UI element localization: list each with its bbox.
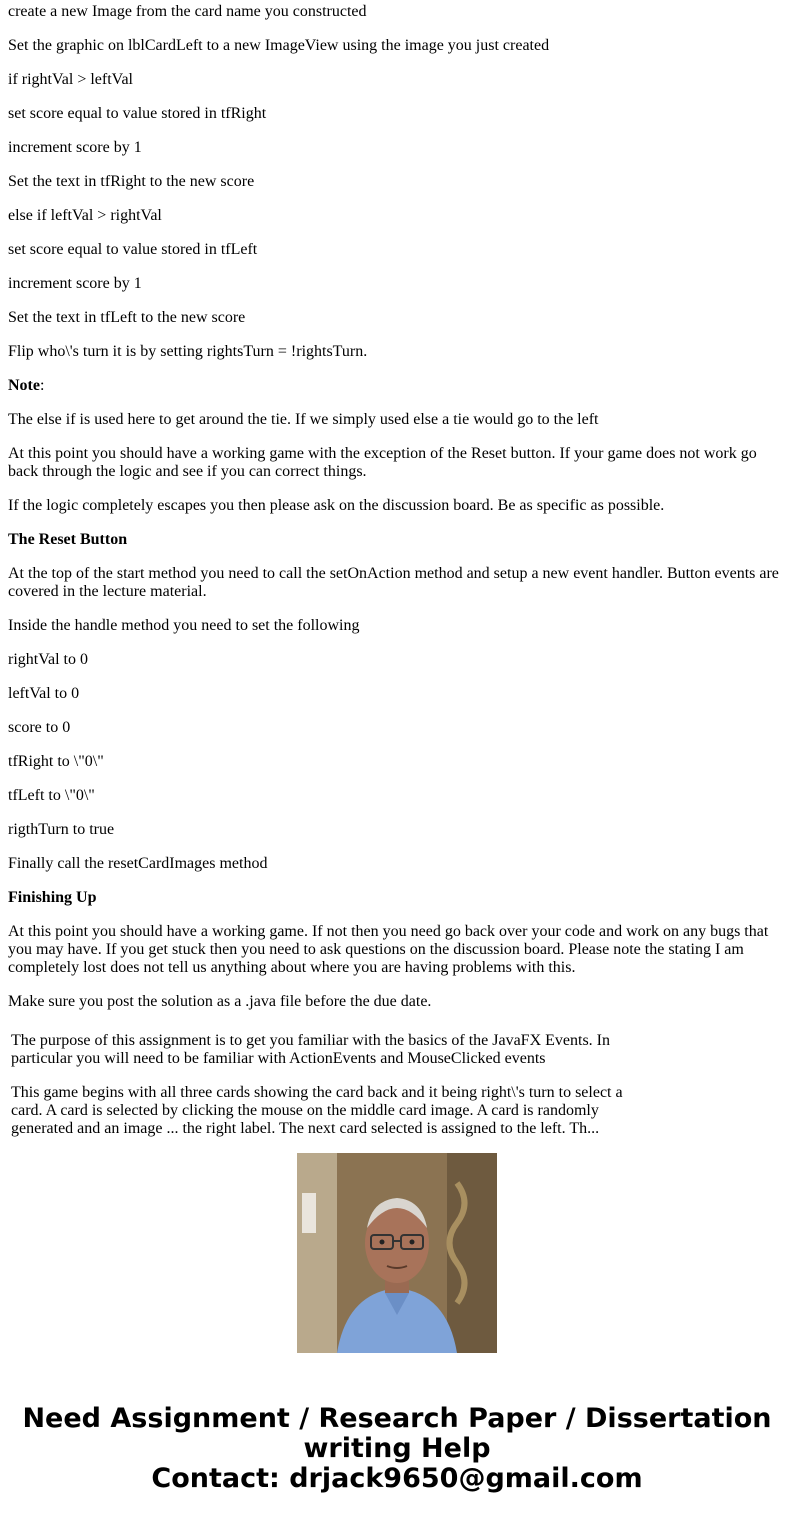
doc-line: leftVal to 0	[8, 685, 80, 702]
doc-line: Make sure you post the solution as a .java file before the due date.	[8, 993, 432, 1010]
doc-line: tfLeft to \"0\"	[8, 787, 95, 804]
doc-line: Flip who\'s turn it is by setting rightsTurn = !rightsTurn.	[8, 343, 368, 360]
doc-line: At this point you should have a working game. If not then you need go back over your code and work on any bugs that you may have. If you get stuck then you need to ask questions on the discussion board. Please note the stating I am completely lost does not tell us anything about where you are having problems with this.	[8, 923, 769, 976]
promo-banner	[0, 1404, 794, 1494]
doc-line: Set the graphic on lblCardLeft to a new ImageView using the image you just created	[8, 37, 550, 54]
note-label: Note	[8, 377, 40, 394]
doc-line: if rightVal > leftVal	[8, 71, 133, 88]
doc-line: Set the text in tfLeft to the new score	[8, 309, 246, 326]
note-line	[8, 377, 784, 395]
note-colon: :	[39, 377, 45, 394]
doc-line: score to 0	[8, 719, 71, 736]
doc-line: The else if is used here to get around the tie. If we simply used else a tie would go to the left	[8, 411, 599, 428]
excerpt-paragraph: The purpose of this assignment is to get you familiar with the basics of the JavaFX Events. In particular you will need to be familiar with ActionEvents and MouseClicked events	[11, 1032, 610, 1067]
doc-line: If the logic completely escapes you then please ask on the discussion board. Be as specific as possible.	[8, 497, 665, 514]
excerpt-paragraph: This game begins with all three cards showing the card back and it being right\'s turn to select a card. A card is selected by clicking the mouse on the middle card image. A card is randomly generated and an image ... the right label. The next card selected is assigned to the left. Th...	[11, 1084, 623, 1137]
doc-line: rightVal to 0	[8, 651, 88, 668]
document-body	[8, 3, 784, 1027]
doc-line: increment score by 1	[8, 275, 142, 292]
doc-line: At the top of the start method you need to call the setOnAction method and setup a new event handler. Button events are covered in the lecture material.	[8, 565, 779, 600]
doc-line: tfRight to \"0\"	[8, 753, 104, 770]
promo-line: Need Assignment / Research Paper / Dissertation	[22, 1403, 772, 1434]
doc-line: Inside the handle method you need to set the following	[8, 617, 360, 634]
doc-line: At this point you should have a working game with the exception of the Reset button. If your game does not work go back through the logic and see if you can correct things.	[8, 445, 757, 480]
author-portrait-image	[297, 1153, 497, 1353]
doc-line: increment score by 1	[8, 139, 142, 156]
doc-line: set score equal to value stored in tfLeft	[8, 241, 258, 258]
doc-line: Finally call the resetCardImages method	[8, 855, 268, 872]
section-heading-finishing: Finishing Up	[8, 889, 97, 906]
doc-line: Set the text in tfRight to the new score	[8, 173, 255, 190]
assignment-excerpt	[11, 1032, 631, 1137]
doc-line: set score equal to value stored in tfRight	[8, 105, 267, 122]
section-heading-reset: The Reset Button	[8, 531, 128, 548]
promo-contact: Contact: drjack9650@gmail.com	[151, 1463, 643, 1494]
doc-line: else if leftVal > rightVal	[8, 207, 162, 224]
doc-line: create a new Image from the card name you constructed	[8, 3, 367, 20]
promo-line: writing Help	[303, 1433, 491, 1464]
doc-line: rigthTurn to true	[8, 821, 115, 838]
author-photo	[297, 1153, 497, 1353]
